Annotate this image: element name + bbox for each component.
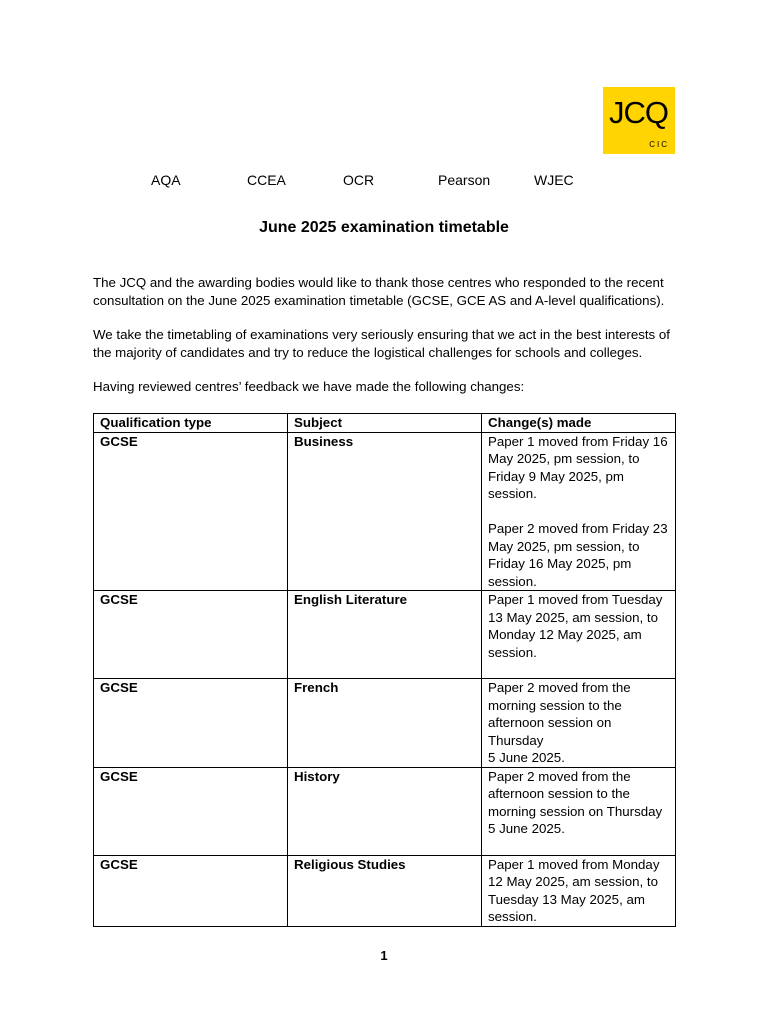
subject-cell: History — [288, 767, 482, 855]
subject-cell: Business — [288, 432, 482, 591]
qualification-cell: GCSE — [94, 679, 288, 768]
qualification-cell: GCSE — [94, 767, 288, 855]
intro-paragraph: The JCQ and the awarding bodies would like to thank those centres who responded to the recent consultation on the June 2025 examination timetable (GCSE, GCE AS and A-level qualifications). — [93, 275, 665, 308]
table-row — [94, 855, 676, 926]
awarding-body-aqa: AQA — [151, 172, 181, 188]
table-header-row — [94, 414, 676, 433]
awarding-body-pearson: Pearson — [438, 172, 491, 188]
changes-intro-paragraph: Having reviewed centres’ feedback we have made the following changes: — [93, 379, 525, 394]
awarding-body-ccea: CCEA — [247, 172, 286, 188]
table-row — [94, 767, 676, 855]
header-qualification-type: Qualification type — [94, 414, 288, 433]
document-title: June 2025 examination timetable — [259, 219, 509, 236]
table-row — [94, 432, 676, 591]
qualification-cell: GCSE — [94, 855, 288, 926]
change-cell: Paper 1 moved from Friday 16 May 2025, pm session, to Friday 9 May 2025, pm session. Paper 2 moved from Friday 23 May 2025, pm session, to Friday 16 May 2025, pm session. — [482, 432, 676, 591]
policy-paragraph: We take the timetabling of examinations very seriously ensuring that we act in the best interests of the majority of candidates and try to reduce the logistical challenges for schools and colleges. — [93, 327, 670, 360]
table-row — [94, 591, 676, 679]
qualification-cell: GCSE — [94, 432, 288, 591]
qualification-cell: GCSE — [94, 591, 288, 679]
jcq-logo — [603, 87, 675, 154]
change-cell: Paper 2 moved from the morning session to the afternoon session on Thursday 5 June 2025. — [482, 679, 676, 768]
logo-text: JCQ — [609, 95, 668, 130]
awarding-bodies-row — [0, 172, 768, 190]
changes-table — [93, 413, 676, 927]
awarding-body-wjec: WJEC — [534, 172, 574, 188]
header-subject: Subject — [288, 414, 482, 433]
header-changes-made: Change(s) made — [482, 414, 676, 433]
subject-cell: French — [288, 679, 482, 768]
change-cell: Paper 2 moved from the afternoon session to the morning session on Thursday 5 June 2025. — [482, 767, 676, 855]
page-number: 1 — [380, 948, 388, 963]
table-row — [94, 679, 676, 768]
change-cell: Paper 1 moved from Tuesday 13 May 2025, am session, to Monday 12 May 2025, am session. — [482, 591, 676, 679]
logo-subtext: CIC — [649, 140, 669, 149]
change-cell: Paper 1 moved from Monday 12 May 2025, am session, to Tuesday 13 May 2025, am session. — [482, 855, 676, 926]
subject-cell: Religious Studies — [288, 855, 482, 926]
subject-cell: English Literature — [288, 591, 482, 679]
awarding-body-ocr: OCR — [343, 172, 375, 188]
